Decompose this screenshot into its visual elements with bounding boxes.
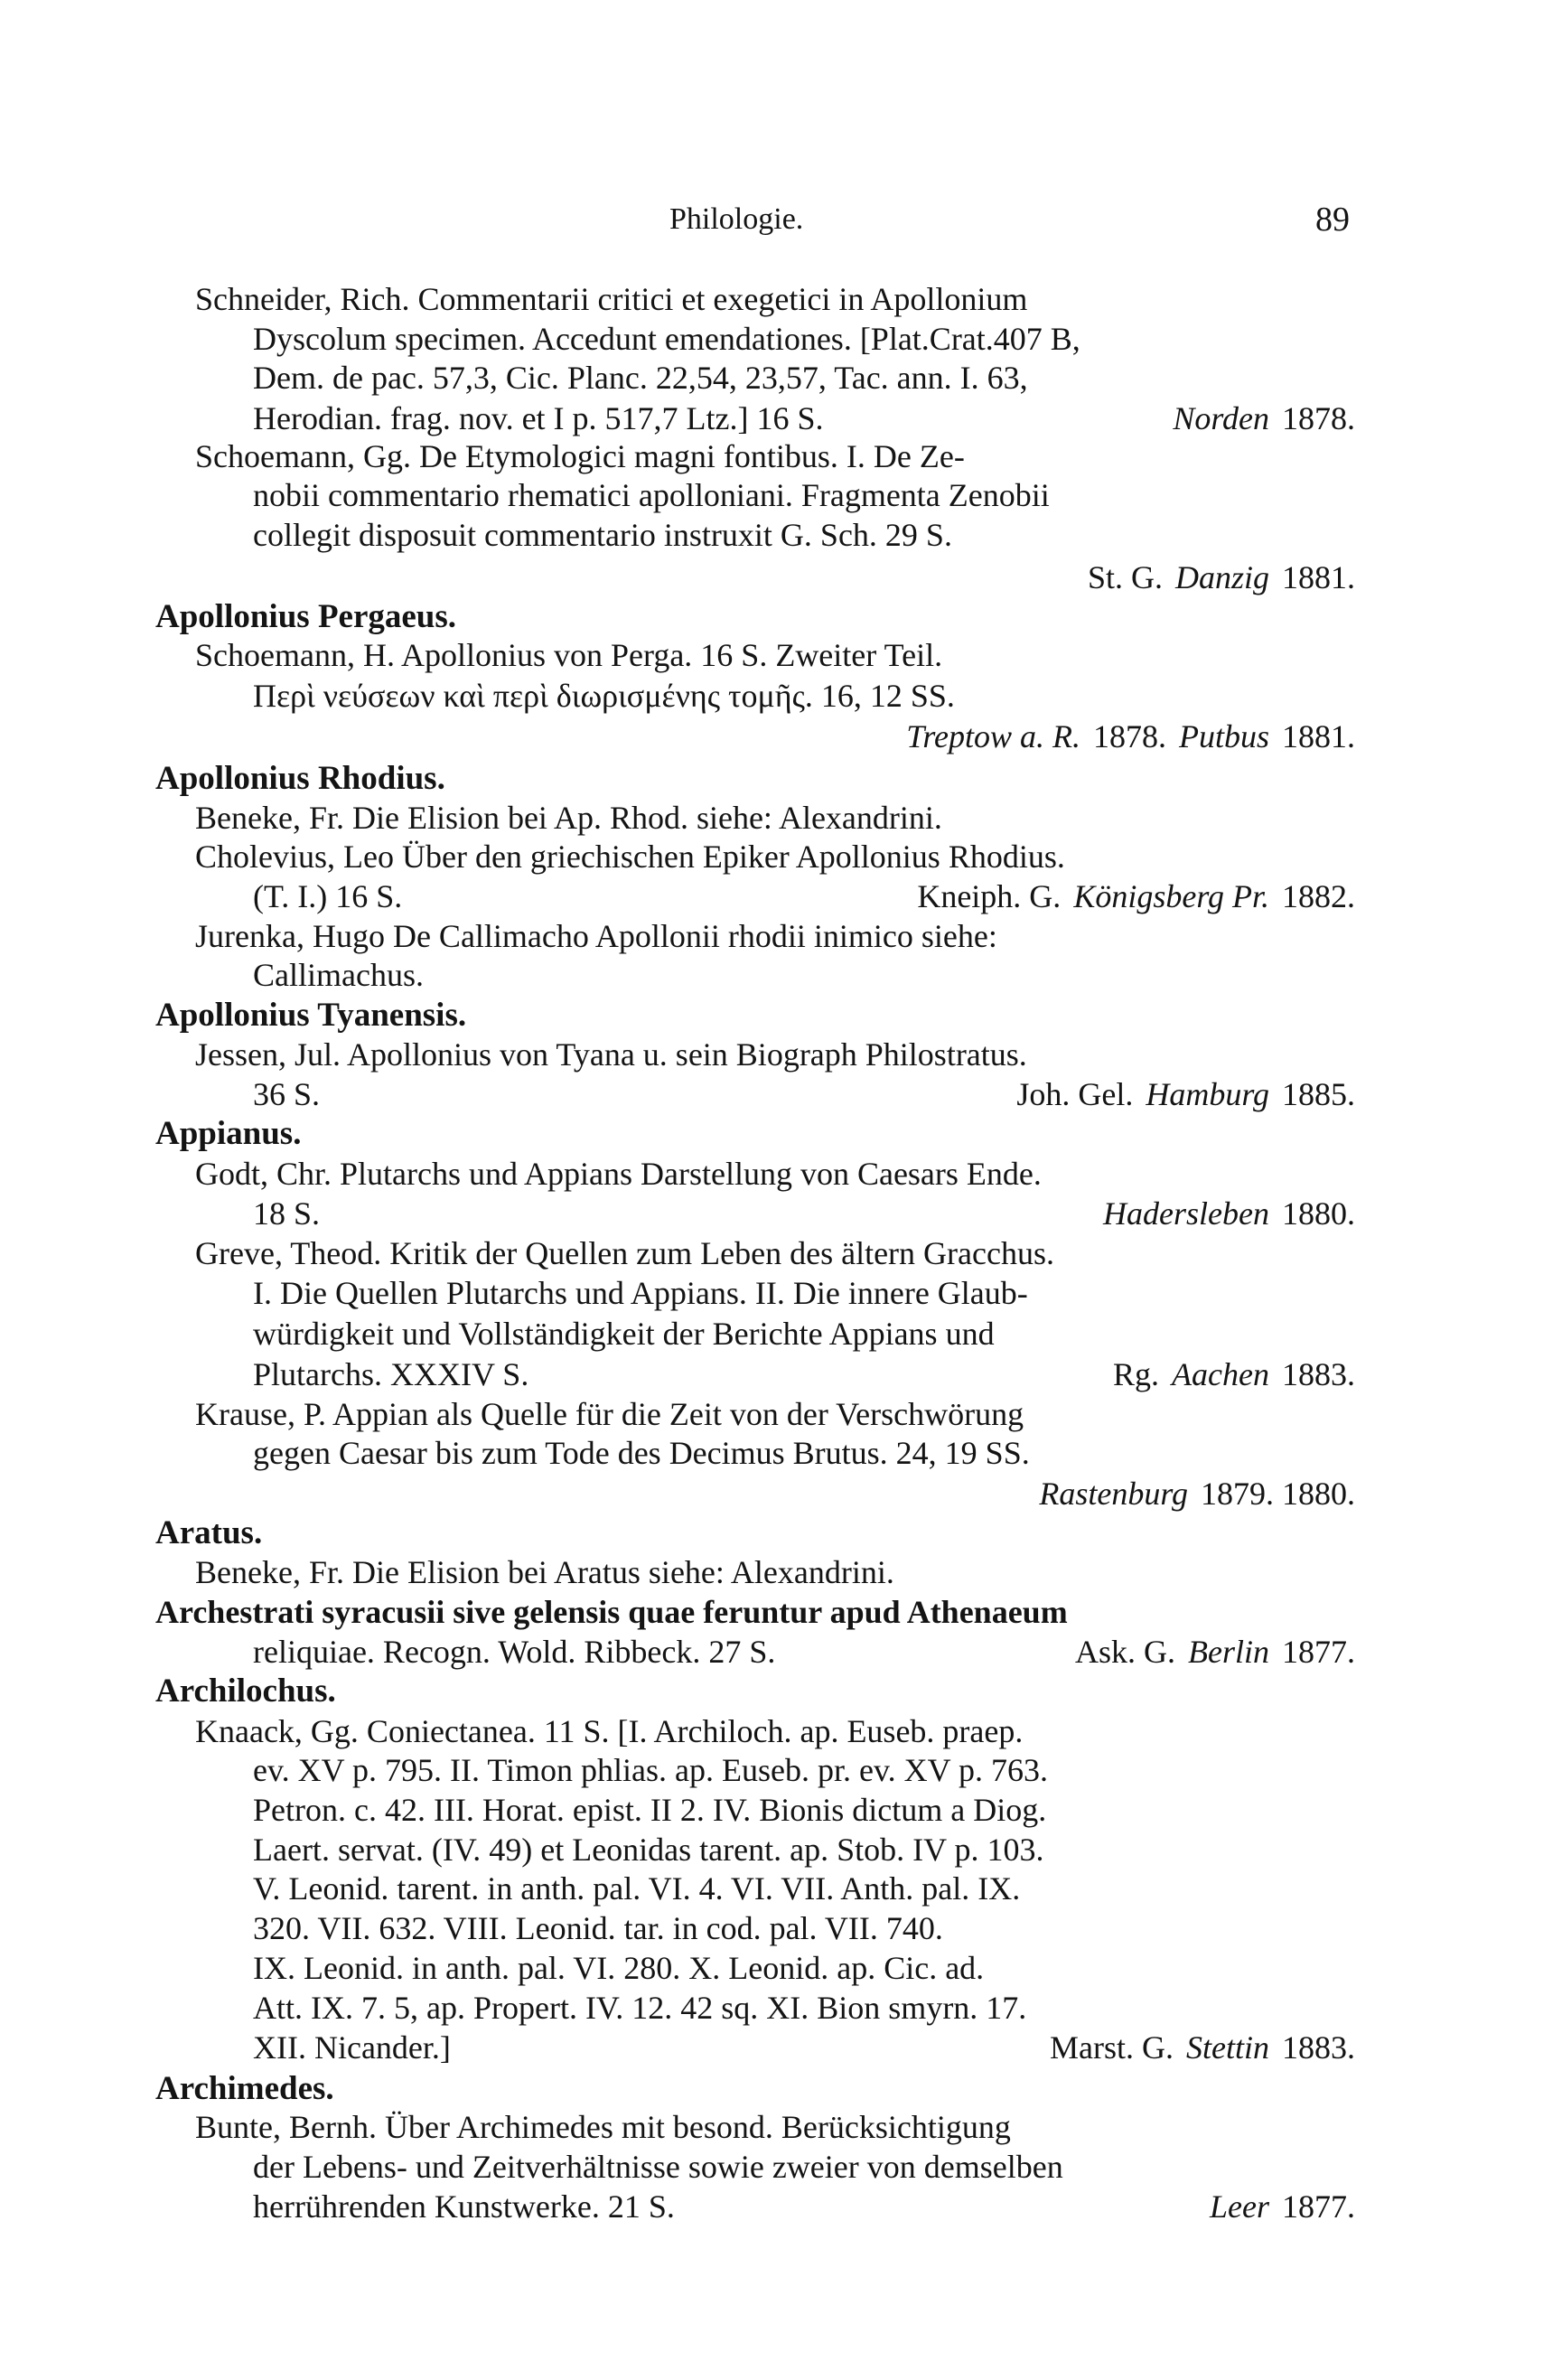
line-text: herrührenden Kunstwerke. 21 S. [253, 2188, 675, 2225]
year: 1885. [1282, 1076, 1355, 1112]
line-text: Callimachus. [253, 957, 424, 993]
line-text: Schneider, Rich. Commentarii critici et exegetici in Apollonium [195, 281, 1028, 317]
entry-line [253, 959, 424, 991]
mid: Rg. [1113, 1356, 1160, 1392]
year: 1883. [1282, 2029, 1355, 2066]
section-heading [155, 1516, 262, 1550]
entry-line [253, 1833, 1043, 1866]
entry-line [253, 2190, 675, 2223]
place: Hamburg [1146, 1076, 1269, 1112]
entry-line [195, 1398, 1024, 1430]
section-heading [155, 2072, 334, 2105]
entry-line [253, 1794, 1046, 1826]
line-text: Apollonius Pergaeus. [155, 598, 457, 635]
line-text: (T. I.) 16 S. [253, 878, 403, 914]
year: 1880. [1282, 1195, 1355, 1232]
entry-line [253, 1358, 528, 1391]
year2: 1881. [1282, 718, 1355, 754]
year: 1878. [1282, 400, 1355, 436]
entry-line [195, 801, 942, 834]
entry-line [195, 1715, 1023, 1748]
publication-info [1016, 1078, 1355, 1110]
mid: Marst. G. [1050, 2029, 1174, 2066]
line-text: 320. VII. 632. VIII. Leonid. tar. in cod. pal. VII. 740. [253, 1910, 943, 1946]
entry-line [195, 1237, 1054, 1270]
entry-line [253, 1754, 1048, 1786]
line-text: nobii commentario rhematici apolloniani. Fragmenta Zenobii [253, 477, 1050, 513]
line-text: ev. XV p. 795. II. Timon phlias. ap. Euseb. pr. ev. XV p. 763. [253, 1752, 1048, 1788]
entry-line [253, 1317, 995, 1350]
entry-line [253, 2031, 451, 2064]
line-text: Knaack, Gg. Coniectanea. 11 S. [I. Archiloch. ap. Euseb. praep. [195, 1713, 1024, 1749]
line-text: Archilochus. [155, 1673, 336, 1710]
line-text: Godt, Chr. Plutarchs und Appians Darstellung von Caesars Ende. [195, 1156, 1042, 1192]
entry-line [253, 679, 955, 712]
entry-line [253, 880, 402, 913]
line-text: Apollonius Rhodius. [155, 760, 445, 797]
publication-info [1197, 2190, 1355, 2223]
entry-line [253, 519, 952, 551]
line-text: IX. Leonid. in anth. pal. VI. 280. X. Leonid. ap. Cic. ad. [253, 1950, 985, 1986]
line-text: Περὶ νεύσεων καὶ περὶ διωρισμένης τομῆς. 16, 12 SS. [253, 678, 955, 714]
line-text: Petron. c. 42. III. Horat. epist. II 2. IV. Bionis dictum a Diog. [253, 1792, 1047, 1828]
line-text: Jessen, Jul. Apollonius von Tyana u. sein Biograph Philostratus. [195, 1036, 1027, 1073]
section-heading [155, 998, 466, 1032]
entry-line [253, 1078, 320, 1110]
entry-line [253, 2150, 1063, 2183]
entry-line [253, 1912, 943, 1944]
entry-line [253, 1635, 775, 1668]
line-text: V. Leonid. tarent. in anth. pal. VI. 4. VI. VII. Anth. pal. IX. [253, 1870, 1021, 1907]
entry-line [195, 2111, 1011, 2143]
line-text: collegit disposuit commentario instruxit G. Sch. 29 S. [253, 517, 952, 553]
line-text: Att. IX. 7. 5, ap. Propert. IV. 12. 42 sq. XI. Bion smyrn. 17. [253, 1990, 1027, 2026]
place: Stettin [1186, 2029, 1269, 2066]
publication-info [1090, 1197, 1355, 1230]
line-text: Aratus. [155, 1514, 263, 1551]
entry-line [253, 1277, 1028, 1309]
year: 1877. [1282, 1634, 1355, 1670]
place: Aachen [1172, 1356, 1269, 1392]
line-text: Bunte, Bernh. Über Archimedes mit besond. Berücksichtigung [195, 2109, 1011, 2145]
line-text: Archimedes. [155, 2070, 334, 2107]
section-heading [155, 600, 456, 633]
entry-line [195, 1556, 894, 1588]
line-text: gegen Caesar bis zum Tode des Decimus Brutus. 24, 19 SS. [253, 1435, 1030, 1471]
publication-info [917, 880, 1355, 913]
line-text: der Lebens- und Zeitverhältnisse sowie zweier von demselben [253, 2149, 1063, 2185]
year: 1877. [1282, 2188, 1355, 2225]
line-text: Greve, Theod. Kritik der Quellen zum Leben des ältern Gracchus. [195, 1235, 1054, 1271]
line-text: Cholevius, Leo Über den griechischen Epiker Apollonius Rhodius. [195, 839, 1065, 875]
mid: Ask. G. [1075, 1634, 1176, 1670]
line-text: Plutarchs. XXXIV S. [253, 1356, 529, 1392]
entry-line [253, 479, 1050, 511]
line-text: 18 S. [253, 1195, 321, 1232]
entry-line [253, 402, 824, 435]
entry-line [195, 1038, 1027, 1071]
entry-line [253, 361, 1028, 394]
line-text: Dyscolum specimen. Accedunt emendationes. [Plat.Crat.407 B, [253, 321, 1080, 357]
line-text: Apollonius Tyanensis. [155, 997, 467, 1034]
line-text: Dem. de pac. 57,3, Cic. Planc. 22,54, 23,57, Tac. ann. I. 63, [253, 360, 1028, 396]
place: Leer [1210, 2188, 1269, 2225]
line-text: I. Die Quellen Plutarchs und Appians. II. Die innere Glaub- [253, 1275, 1028, 1311]
line-text: reliquiae. Recogn. Wold. Ribbeck. 27 S. [253, 1634, 776, 1670]
section-heading [155, 762, 445, 795]
line-text: würdigkeit und Vollständigkeit der Berichte Appians und [253, 1316, 995, 1352]
publication-info [1050, 2031, 1355, 2064]
publication-info [1026, 1477, 1355, 1510]
line-text: Schoemann, Gg. De Etymologici magni fontibus. I. De Ze- [195, 438, 965, 474]
line-text: Herodian. frag. nov. et I p. 517,7 Ltz.] 16 S. [253, 400, 824, 436]
entry-line [253, 1437, 1030, 1469]
entry-line [195, 920, 997, 952]
line-text: Archestrati syracusii sive gelensis quae feruntur apud Athenaeum [155, 1594, 1068, 1630]
line-text: Krause, P. Appian als Quelle für die Zeit von der Verschwörung [195, 1396, 1024, 1432]
entry-line [195, 1157, 1042, 1190]
section-heading [155, 1117, 301, 1150]
line-text: Appianus. [155, 1115, 302, 1152]
entry-line [195, 283, 1027, 315]
entry-line [253, 1197, 320, 1230]
year: 1882. [1282, 878, 1355, 914]
section-heading [155, 1674, 336, 1708]
publication-info [893, 720, 1355, 753]
publication-info [1075, 1635, 1355, 1668]
mid: Kneiph. G. [917, 878, 1062, 914]
entry-line [253, 1872, 1020, 1905]
year: 1879. 1880. [1201, 1476, 1355, 1512]
entry-line [253, 1991, 1026, 2024]
place2: Putbus [1178, 718, 1269, 754]
line-text: Beneke, Fr. Die Elision bei Aratus siehe: Alexandrini. [195, 1554, 894, 1590]
place: Norden [1173, 400, 1269, 436]
year: 1878. [1092, 718, 1166, 754]
publication-info [1160, 402, 1355, 435]
place: Berlin [1188, 1634, 1269, 1670]
place: Hadersleben [1103, 1195, 1269, 1232]
place: Rastenburg [1039, 1476, 1188, 1512]
line-text: Jurenka, Hugo De Callimacho Apollonii rhodii inimico siehe: [195, 918, 997, 954]
line-text: Beneke, Fr. Die Elision bei Ap. Rhod. siehe: Alexandrini. [195, 800, 942, 836]
place: Treptow a. R. [906, 718, 1080, 754]
entry-line [253, 1952, 984, 1984]
place-prefix: St. G. [1087, 559, 1163, 595]
place: Königsberg Pr. [1073, 878, 1269, 914]
line-text: 36 S. [253, 1076, 321, 1112]
publication-info [1113, 1358, 1355, 1391]
entry-line [195, 639, 942, 671]
running-header: Philologie. [669, 202, 804, 236]
line-text: Laert. servat. (IV. 49) et Leonidas tarent. ap. Stob. IV p. 103. [253, 1832, 1044, 1868]
page-number: 89 [1315, 201, 1350, 239]
line-text: Schoemann, H. Apollonius von Perga. 16 S. Zweiter Teil. [195, 637, 943, 673]
publication-info [1075, 561, 1355, 594]
year: 1881. [1282, 559, 1355, 595]
entry-line [195, 840, 1065, 873]
mid: Joh. Gel. [1016, 1076, 1134, 1112]
entry-line [155, 1596, 1068, 1628]
place: Danzig [1174, 559, 1269, 595]
entry-line [195, 440, 965, 473]
entry-line [253, 323, 1080, 355]
year: 1883. [1282, 1356, 1355, 1392]
line-text: XII. Nicander.] [253, 2029, 451, 2066]
